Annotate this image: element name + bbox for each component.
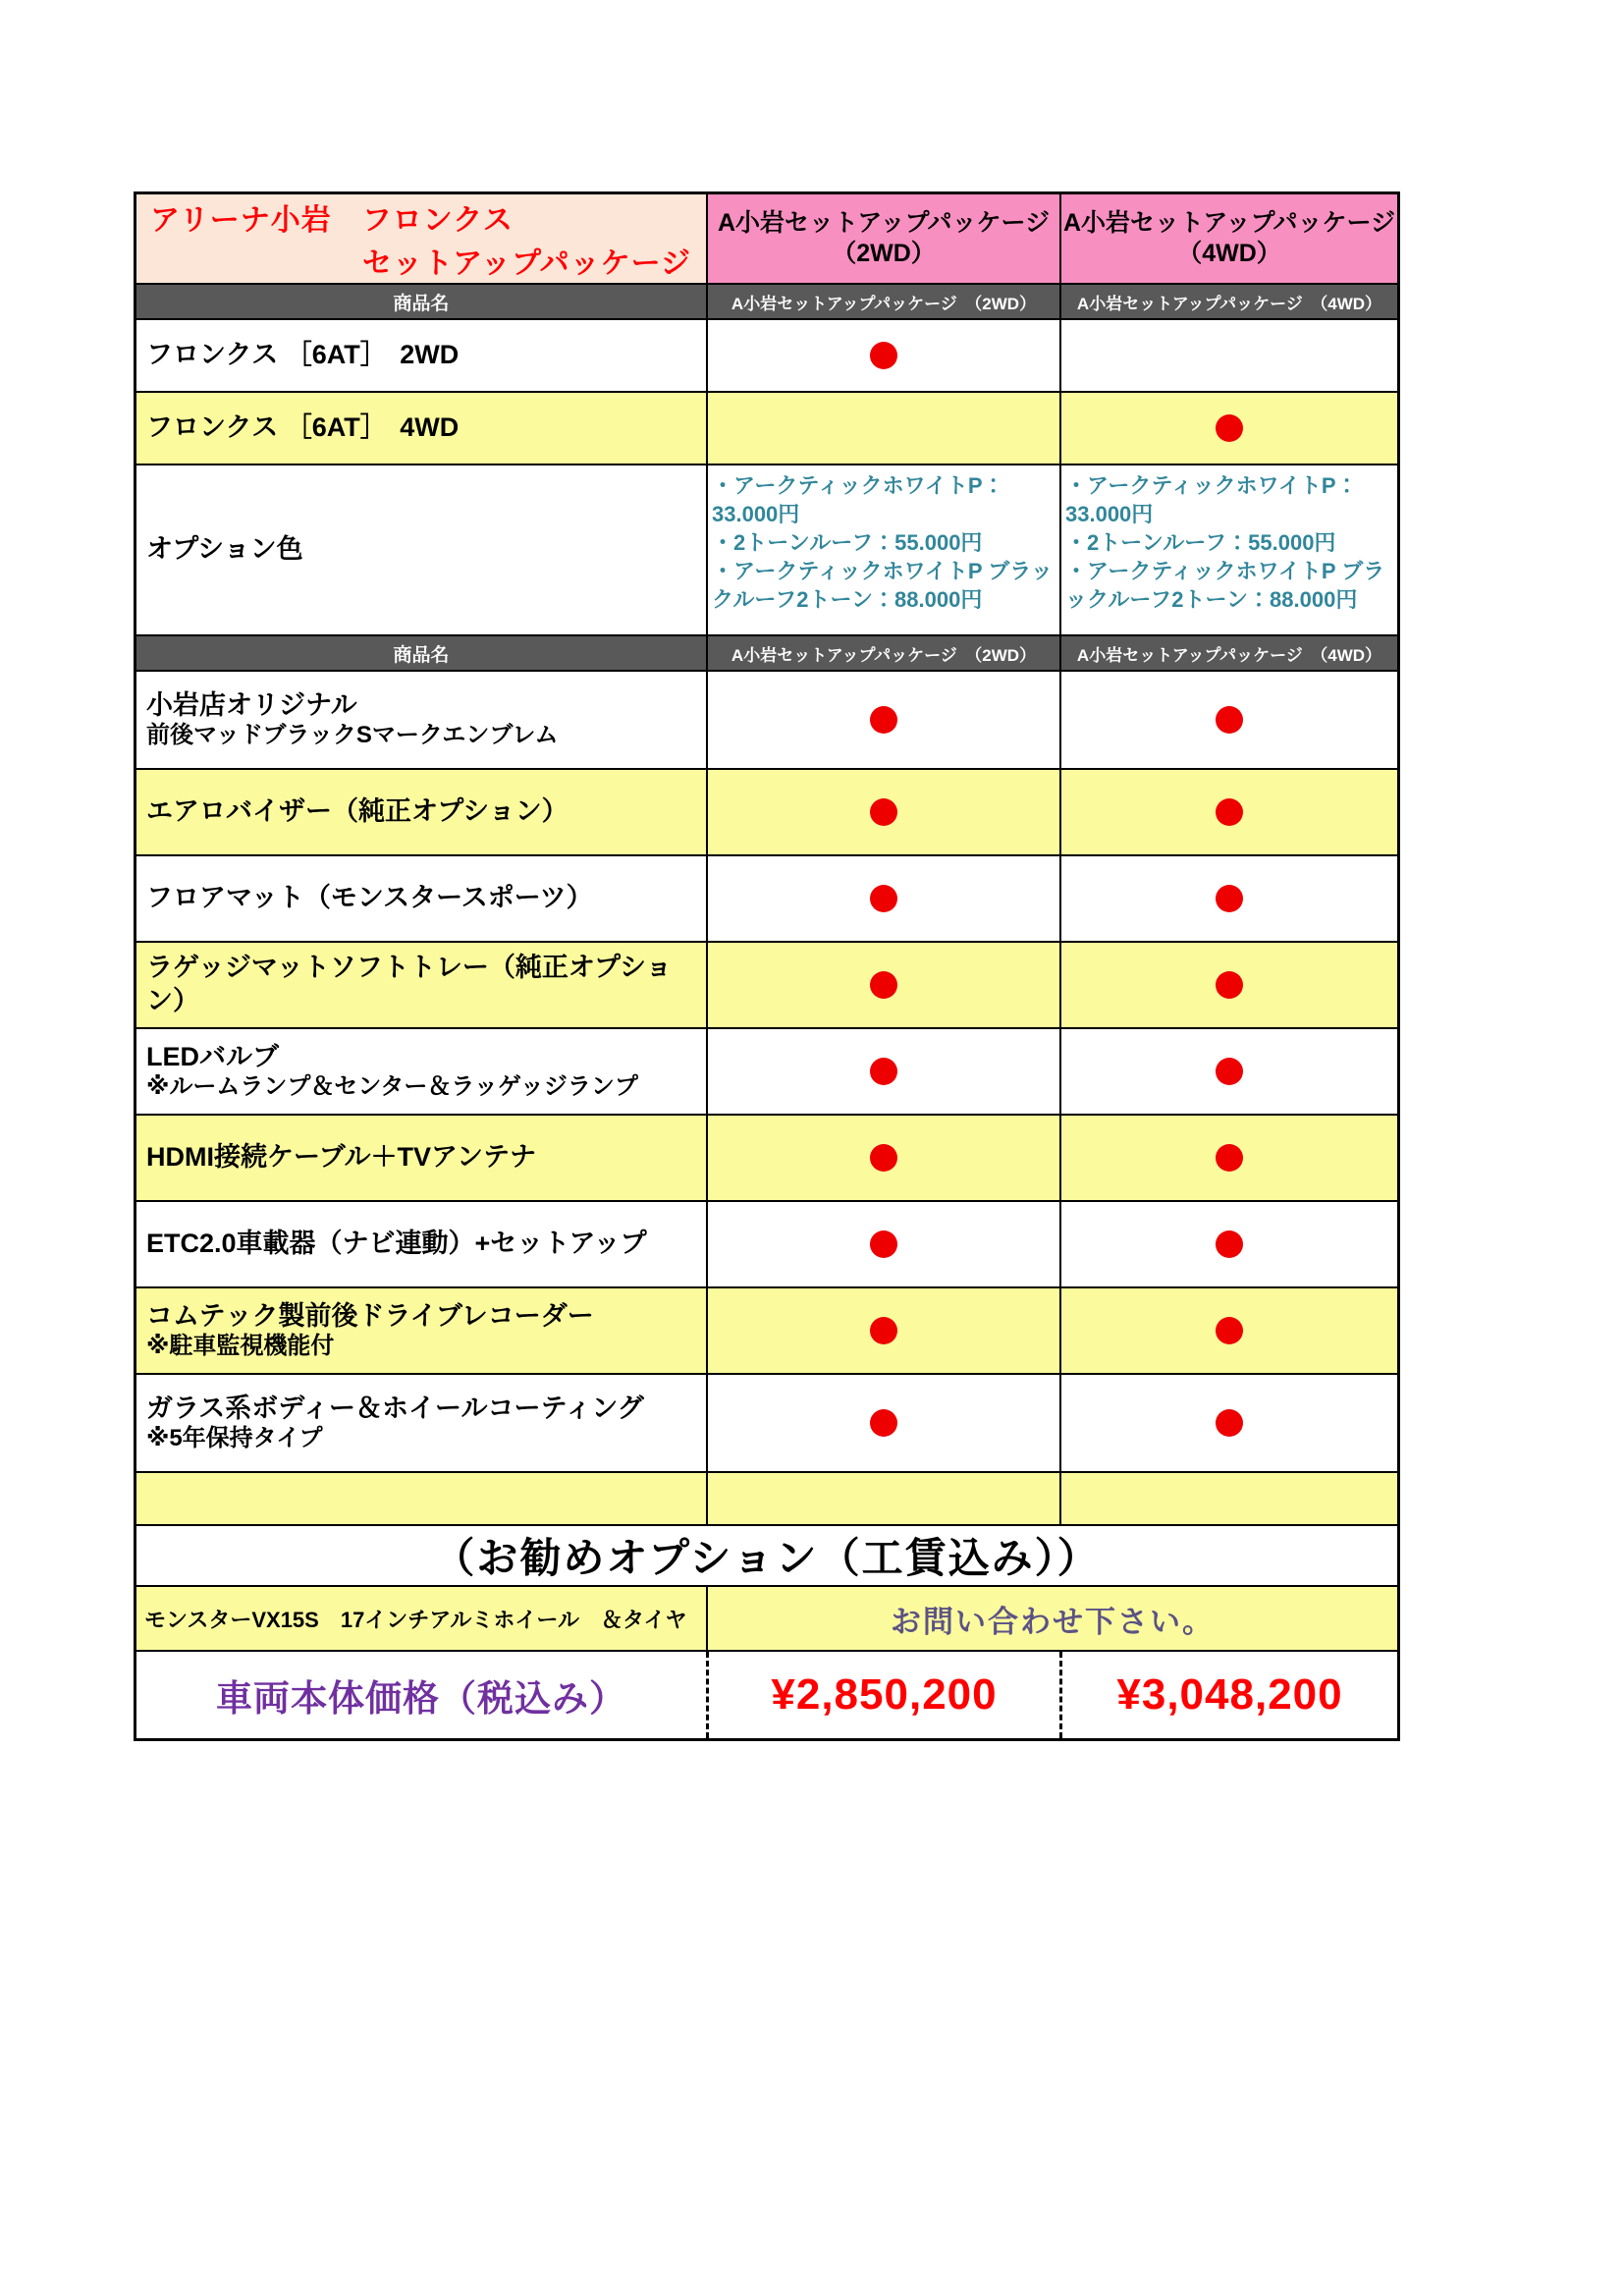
option-color-4wd-line1: ・アークティックホワイトP：33.000円 — [1065, 473, 1358, 527]
option-label: ETC2.0車載器（ナビ連動）+セットアップ — [146, 1229, 647, 1259]
option-color-4wd-line3: ・アークティックホワイトP ブラックルーフ2トーン：88.000円 — [1065, 559, 1385, 613]
setup-package-table — [134, 191, 1400, 1741]
option-row-floor-mat — [136, 854, 1397, 941]
grade-4wd-col2wd-cell — [706, 393, 1059, 464]
table-title-line2: セットアップパッケージ — [362, 247, 691, 280]
included-dot — [870, 885, 897, 912]
recommend-banner-row — [136, 1524, 1397, 1585]
subheader-product-name-1: 商品名 — [136, 285, 706, 318]
grade-4wd-col4wd-cell — [1059, 393, 1397, 464]
included-dot — [870, 1317, 897, 1344]
option-row-luggage-mat — [136, 941, 1397, 1027]
subheader-row-2 — [136, 634, 1397, 670]
included-dot — [1216, 706, 1243, 734]
grade-label-2wd: フロンクス ［6AT］ 2WD — [146, 340, 460, 370]
included-dot — [1216, 798, 1243, 826]
grade-2wd-col2wd-cell — [706, 320, 1059, 391]
included-dot — [1216, 971, 1243, 999]
option-row-coating — [136, 1373, 1397, 1471]
column-header-4wd — [1059, 194, 1397, 283]
option-label: 小岩店オリジナル — [146, 689, 357, 720]
option-label-sub: ※5年保持タイプ — [146, 1425, 323, 1452]
included-dot — [1216, 1058, 1243, 1085]
price-2wd: ¥2,850,200 — [771, 1670, 998, 1719]
included-dot — [870, 1144, 897, 1172]
included-dot — [870, 798, 897, 826]
subheader-2wd-1: A小岩セットアップパッケージ （2WD） — [706, 285, 1059, 318]
option-label: HDMI接続ケーブル＋TVアンテナ — [146, 1142, 536, 1173]
wheel-option-row — [136, 1585, 1397, 1650]
option-row-drive-recorder — [136, 1286, 1397, 1373]
subheader-product-name-2: 商品名 — [136, 636, 706, 670]
recommend-title: （お勧めオプション（工賃込み）） — [433, 1535, 1101, 1581]
option-label: フロアマット（モンスタースポーツ） — [146, 883, 593, 913]
option-row-led-bulb — [136, 1027, 1397, 1114]
option-row-hdmi — [136, 1114, 1397, 1200]
column-header-2wd-line2: （2WD） — [832, 240, 936, 267]
vehicle-price-row — [136, 1650, 1397, 1738]
option-color-row — [136, 464, 1397, 634]
contact-us-text: お問い合わせ下さい。 — [891, 1604, 1215, 1639]
included-dot — [870, 706, 897, 734]
column-header-2wd-line1: A小岩セットアップパッケージ — [717, 208, 1051, 237]
option-row-aero-visor — [136, 768, 1397, 854]
option-color-2wd-line2: ・2トーンルーフ：55.000円 — [712, 530, 983, 556]
subheader-4wd-1: A小岩セットアップパッケージ （4WD） — [1059, 285, 1397, 318]
included-dot — [870, 1230, 897, 1258]
option-color-4wd-cell — [1059, 465, 1397, 634]
included-dot — [870, 1409, 897, 1437]
option-label-sub: ※ルームランプ＆センター＆ラッゲッジランプ — [146, 1073, 638, 1101]
included-dot — [1216, 1317, 1243, 1344]
option-row-etc — [136, 1200, 1397, 1286]
table-title-line1: アリーナ小岩 フロンクス — [150, 204, 514, 237]
subheader-row-1 — [136, 283, 1397, 318]
wheel-option-label: モンスターVX15S 17インチアルミホイール ＆タイヤ — [144, 1607, 687, 1632]
table-header-row — [136, 194, 1397, 283]
option-color-4wd-line2: ・2トーンルーフ：55.000円 — [1065, 530, 1336, 556]
included-dot — [870, 342, 897, 369]
vehicle-price-label: 車両本体価格（税込み） — [216, 1678, 626, 1719]
included-dot — [870, 1058, 897, 1085]
included-dot — [870, 971, 897, 999]
included-dot — [1216, 414, 1243, 442]
option-row-emblem — [136, 670, 1397, 768]
column-header-4wd-line1: A小岩セットアップパッケージ — [1062, 208, 1396, 237]
column-header-4wd-line2: （4WD） — [1177, 240, 1281, 267]
grade-label-4wd: フロンクス ［6AT］ 4WD — [146, 412, 460, 443]
price-4wd: ¥3,048,200 — [1116, 1670, 1343, 1719]
option-label-sub: 前後マッドブラックSマークエンブレム — [146, 722, 559, 749]
included-dot — [1216, 1230, 1243, 1258]
grade-2wd-col4wd-cell — [1059, 320, 1397, 391]
option-color-2wd-line3: ・アークティックホワイトP ブラックルーフ2トーン：88.000円 — [712, 559, 1053, 613]
option-label: ラゲッジマットソフトトレー（純正オプション） — [146, 953, 673, 1015]
subheader-2wd-2: A小岩セットアップパッケージ （2WD） — [706, 636, 1059, 670]
option-color-2wd-cell — [706, 465, 1059, 634]
column-header-2wd — [706, 194, 1059, 283]
option-label-sub: ※駐車監視機能付 — [146, 1333, 335, 1360]
grade-row-4wd — [136, 391, 1397, 464]
option-label: LEDバルブ — [146, 1041, 279, 1071]
subheader-4wd-2: A小岩セットアップパッケージ （4WD） — [1059, 636, 1397, 670]
empty-spacer-row — [136, 1471, 1397, 1524]
included-dot — [1216, 885, 1243, 912]
option-color-label: オプション色 — [146, 534, 303, 565]
option-color-2wd-line1: ・アークティックホワイトP：33.000円 — [712, 473, 1004, 527]
option-label: コムテック製前後ドライブレコーダー — [146, 1300, 594, 1331]
table-title — [136, 194, 706, 283]
grade-row-2wd — [136, 318, 1397, 391]
option-label: エアロバイザー（純正オプション） — [146, 796, 568, 827]
included-dot — [1216, 1144, 1243, 1172]
option-label: ガラス系ボディー＆ホイールコーティング — [146, 1393, 644, 1423]
included-dot — [1216, 1409, 1243, 1437]
